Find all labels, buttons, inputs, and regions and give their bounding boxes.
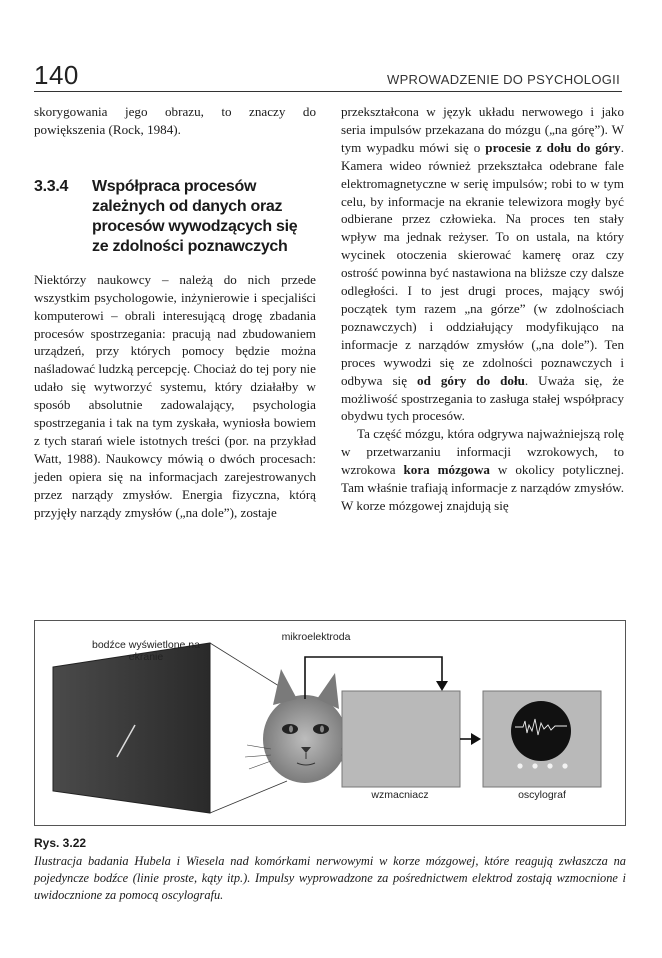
body-paragraph: Niektórzy naukowcy – należą do nich przede wszystkim psychologowie, inżynierowie i specjaliści komputerowi – obrali interesującą drogę zbadania procesów spostrzegania: pracują nad zbudowaniem urządzeń, przy których pomocy będzie można naśladować ludzką percepcję. Chociaż do tej pory nie udało się wytworzyć systemu, który działałby w sposób absolutnie zadowalający, psychologia spostrzegania i tak na tym zyskała, wyniosła bowiem z tych starań wiele istotnych treści (por. na przykład Watt, 1988). Naukowcy mówią o dwóch procesach: jeden opiera się na informacjach zarejestrowanych przez narządy zmysłów. Energia fizyczna, którą przyjęły narządy zmysłów („na dole”), zostaje — [34, 271, 316, 520]
caption-number: Rys. 3.22 — [34, 836, 87, 850]
text-run: . Uważa się, że możliwość spostrzegania to zasługa stałej współpracy obydwu tych procesów. — [341, 372, 624, 424]
label-oscilloscope: oscylograf — [518, 789, 566, 801]
figure-hubel-wiesel — [34, 620, 626, 826]
projection-line-bottom — [210, 781, 287, 813]
oscilloscope-knob — [532, 763, 537, 768]
label-stimuli: bodźce wyświetlone na ekranie — [92, 639, 200, 663]
body-paragraph-1 — [341, 103, 624, 425]
term-top-down: od góry do dołu — [417, 372, 525, 388]
oscilloscope-screen — [511, 701, 571, 761]
right-column — [341, 103, 624, 515]
section-number: 3.3.4 — [34, 177, 69, 195]
amplifier-box — [342, 691, 460, 787]
section-title: Współpraca procesów zależnych od danych oraz procesów wywodzących się ze zdolności poznawczych — [92, 177, 298, 255]
intro-paragraph: skorygowania jego obrazu, to znaczy do powiększenia (Rock, 1984). — [34, 104, 316, 137]
amplifier-to-oscilloscope-arrow — [471, 733, 481, 745]
caption-text: Ilustracja badania Hubela i Wiesela nad komórkami nerwowymi w korze mózgowej, które reagują zwłaszcza na pojedyncze bodźce (linie proste, kąty itp.). Impulsy wyprowadzone za pośrednictwem elektrod zostają wzmocnione i uwidocznione za pomocą oscylografu. — [34, 854, 626, 903]
running-head: WPROWADZENIE DO PSYCHOLOGII — [387, 72, 620, 87]
oscilloscope-knob — [562, 763, 567, 768]
electrode-arrowhead — [436, 681, 448, 691]
text-run: w okolicy potylicznej. Tam właśnie trafiają informacje z narządów zmysłów. W korze mózgowej znajdują się — [341, 462, 624, 513]
term-visual-cortex: kora mózgowa — [403, 462, 490, 478]
section-heading — [34, 177, 316, 257]
text-run: . Kamera wideo również przekształca odebrane fale elektromagnetyczne w serię impulsów; robi to w tym celu, by informacje na ekranie telewizora mogły być odbierane przez człowieka. Na proces ten stały wpływ ma jednak reżyser. To on ustala, na który wycinek otoczenia skierować kamerę oraz czy ostrość powinna być nastawiona na bliższe czy dalsze odległości. I to jest drugi proces, mający swój początek tym razem „na górze” (w zdolnościach poznawczych) i oddziałujący modyfikująco na informacje z narządów zmysłów („na dole”). Ten proces wywodzi się ze zdolności poznawczych i odbywa się — [341, 139, 624, 388]
oscilloscope-knob — [517, 763, 522, 768]
header-rule — [34, 91, 622, 92]
label-electrode: mikroelektroda — [281, 631, 351, 643]
text-run: Ta część mózgu, która odgrywa najważniejszą rolę w przetwarzaniu informacji wzrokowych, to wzrokowa — [341, 426, 624, 478]
label-amplifier: wzmacniacz — [371, 789, 429, 801]
left-column — [34, 103, 316, 522]
oscilloscope-knob — [547, 763, 552, 768]
text-run: przekształcona w język układu nerwowego i jako seria impulsów przekazana do mózgu („na górę”). W tym wypadku mówi się o — [341, 104, 624, 155]
projection-line-top — [210, 643, 287, 691]
stimulus-screen — [53, 643, 210, 813]
body-paragraph-2 — [341, 425, 624, 515]
page-number: 140 — [34, 60, 79, 90]
term-bottom-up: procesie z dołu do góry — [485, 139, 621, 155]
